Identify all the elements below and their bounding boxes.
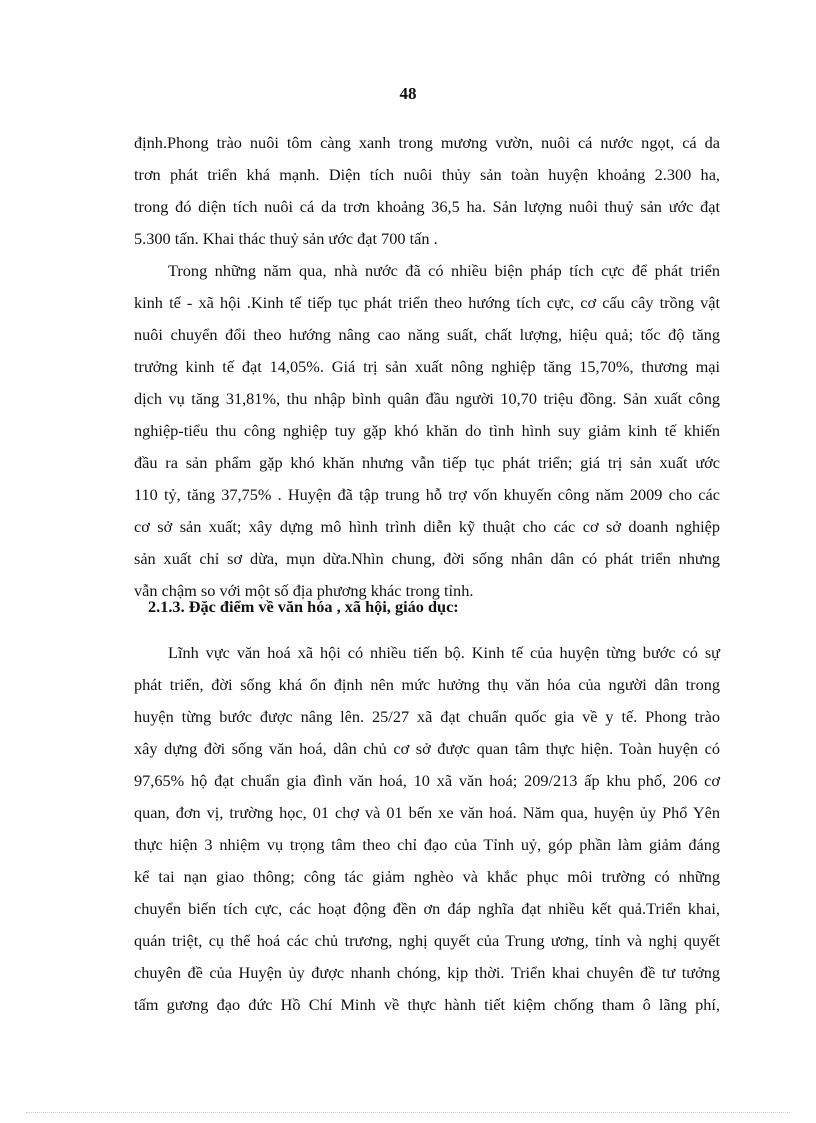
text-line: quan, đơn vị, trường học, 01 chợ và 01 bến xe văn hoá. Năm qua, huyện ủy Phổ Yên [134, 803, 720, 822]
text-line: vẫn chậm so với một số địa phương khác trong tỉnh. [134, 581, 474, 600]
page-bottom-divider [26, 1112, 790, 1113]
page-number: 48 [399, 84, 417, 103]
text-line: thực hiện 3 nhiệm vụ trọng tâm theo chỉ đạo của Tỉnh uỷ, góp phần làm giảm đáng [134, 835, 720, 854]
text-line: chuyển biến tích cực, các hoạt động đền ơn đáp nghĩa đạt nhiều kết quả.Triển khai, [134, 899, 720, 918]
text-line: 97,65% hộ đạt chuẩn gia đình văn hoá, 10 xã văn hoá; 209/213 ấp khu phố, 206 cơ [134, 771, 720, 790]
text-line: dịch vụ tăng 31,81%, thu nhập bình quân đầu người 10,70 triệu đồng. Sản xuất công [134, 389, 720, 408]
text-line: trưởng kinh tế đạt 14,05%. Giá trị sản xuất nông nghiệp tăng 15,70%, thương mại [134, 357, 720, 376]
section-heading: 2.1.3. Đặc điểm về văn hóa , xã hội, giáo dục: [148, 597, 459, 616]
text-line: 110 tỷ, tăng 37,75% . Huyện đã tập trung hỗ trợ vốn khuyến công năm 2009 cho các [134, 485, 720, 504]
text-line: huyện từng bước được nâng lên. 25/27 xã đạt chuẩn quốc gia về y tế. Phong trào [134, 707, 720, 726]
text-line: kể tai nạn giao thông; công tác giảm nghèo và khắc phục môi trường có những [134, 867, 720, 886]
text-line: cơ sở sản xuất; xây dựng mô hình trình diễn kỹ thuật cho các cơ sở doanh nghiệp [134, 517, 720, 536]
text-line: nghiệp-tiểu thu công nghiệp tuy gặp khó khăn do tình hình suy giảm kinh tế khiến [134, 421, 720, 440]
text-line: xây dựng đời sống văn hoá, dân chủ cơ sở được quan tâm thực hiện. Toàn huyện có [134, 739, 720, 758]
text-line: quán triệt, cụ thể hoá các chủ trương, nghị quyết của Trung ương, tỉnh và nghị quyết [134, 931, 720, 950]
text-line: định.Phong trào nuôi tôm càng xanh trong mương vườn, nuôi cá nước ngọt, cá da [134, 133, 720, 152]
body-text-bottom [134, 637, 720, 1021]
text-line: kinh tế - xã hội .Kinh tế tiếp tục phát triển theo hướng tích cực, cơ cấu cây trồng vật [134, 293, 720, 312]
body-text-top [134, 127, 720, 607]
text-line: 5.300 tấn. Khai thác thuỷ sản ước đạt 700 tấn . [134, 229, 438, 248]
text-line: nuôi chuyển đổi theo hướng nâng cao năng suất, chất lượng, hiệu quả; tốc độ tăng [134, 325, 720, 344]
text-line: tấm gương đạo đức Hồ Chí Minh về thực hành tiết kiệm chống tham ô lãng phí, [134, 995, 720, 1014]
text-line: trong đó diện tích nuôi cá da trơn khoảng 36,5 ha. Sản lượng nuôi thuỷ sản ước đạt [134, 197, 720, 216]
text-line: chuyên đề của Huyện ủy được nhanh chóng, kịp thời. Triển khai chuyên đề tư tưởng [134, 963, 720, 982]
text-line: đầu ra sản phẩm gặp khó khăn nhưng vẫn tiếp tục phát triển; giá trị sản xuất ước [134, 453, 720, 472]
text-line: sản xuất chỉ sơ dừa, mụn dừa.Nhìn chung, đời sống nhân dân có phát triển nhưng [134, 549, 720, 568]
paragraph-first-line: Trong những năm qua, nhà nước đã có nhiều biện pháp tích cực để phát triển [168, 261, 720, 280]
text-line: phát triển, đời sống khá ổn định nên mức hưởng thụ văn hóa của người dân trong [134, 675, 720, 694]
paragraph-first-line: Lĩnh vực văn hoá xã hội có nhiều tiến bộ. Kinh tế của huyện từng bước có sự [168, 643, 720, 662]
text-line: trơn phát triển khá mạnh. Diện tích nuôi thủy sản toàn huyện khoảng 2.300 ha, [134, 165, 720, 184]
